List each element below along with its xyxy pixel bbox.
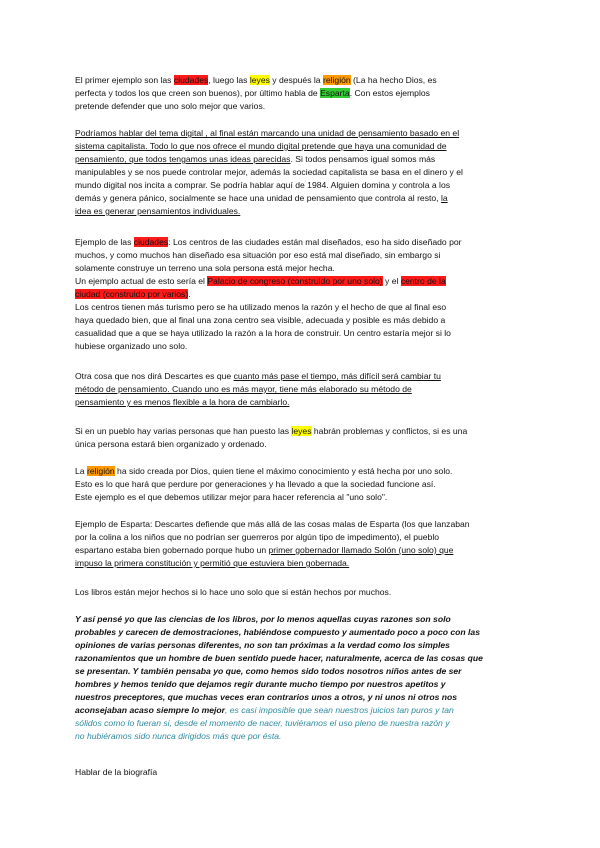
text-line bbox=[75, 626, 530, 639]
text-run: ha sido creada por Dios, quien tiene el máximo conocimiento y está hecha por uno solo. bbox=[114, 466, 453, 476]
paragraph-ciudades bbox=[75, 236, 530, 353]
text-line: hubiese organizado uno solo. bbox=[75, 341, 188, 351]
text-run: . bbox=[188, 289, 191, 299]
text-line: haya quedado bien, que al final una zona centro sea visible, adecuada y posible es más debido a bbox=[75, 315, 446, 325]
bold-text: , acerca de las cosas que bbox=[379, 653, 483, 663]
text-line: única persona estará bien organizado y ordenado. bbox=[75, 439, 267, 449]
text-line: pensamiento y es menos flexible a la hora de cambiarlo. bbox=[75, 397, 290, 407]
text-line: Los libros están mejor hechos si lo hace uno solo que si están hechos por muchos. bbox=[75, 587, 392, 597]
text-line bbox=[75, 730, 530, 743]
highlight-religion: religión bbox=[86, 466, 115, 476]
text-run: demás y genera pánico, socialmente se hace una unidad de pensamiento que controla al resto, bbox=[75, 193, 441, 203]
text-line: pretende defender que uno solo mejor que varios. bbox=[75, 101, 266, 111]
highlight-centro: centro de la bbox=[400, 276, 446, 286]
text-line bbox=[75, 288, 530, 301]
bold-text: opiniones de varias personas diferentes, no son tan próximas a la verdad como los simples bbox=[75, 640, 450, 650]
text-run: y después la bbox=[269, 75, 323, 85]
text-run: Otra cosa que nos dirá Descartes es que bbox=[75, 371, 234, 381]
text-run: y el bbox=[382, 276, 401, 286]
text-line: Los centros tienen más turismo pero se ha utilizado menos la razón y el hecho de que al final eso bbox=[75, 302, 447, 312]
text-line: Ejemplo de Esparta: Descartes defiende que más allá de las cosas malas de Esparta (los que lanzaban bbox=[75, 519, 470, 529]
text-line: Esto es lo que hará que perdure por generaciones y ha llevado a que la sociedad funcione así. bbox=[75, 479, 436, 489]
highlight-palacio: Palacio de congreso (construido por uno solo) bbox=[207, 276, 383, 286]
text-line: sólidos como lo fueran si, desde el momento de nacer, tuviéramos el uso pleno de nuestra razón y bbox=[75, 718, 450, 728]
text-line: por la colina a los niños que no podrían ser guerreros por algún tipo de impedimento), el pueblo bbox=[75, 532, 440, 542]
paragraph-esparta bbox=[75, 518, 530, 570]
text-line bbox=[75, 87, 530, 100]
text-run: La bbox=[75, 466, 87, 476]
text-line: solamente construye un terreno una sola persona está mejor hecha. bbox=[75, 263, 335, 273]
underlined-text: pensamiento, que todos tengamos unas ideas parecidas bbox=[75, 154, 291, 164]
text-line bbox=[75, 236, 530, 249]
text-run: Ejemplo de las bbox=[75, 237, 134, 247]
text-line bbox=[75, 704, 530, 717]
text-line bbox=[75, 74, 530, 87]
text-run: habrán problemas y conflictos, si es una bbox=[311, 426, 468, 436]
bold-text: naturalmente bbox=[325, 653, 380, 663]
text-line: idea es generar pensamientos individuales. bbox=[75, 206, 241, 216]
text-run: Si en un pueblo hay varias personas que han puesto las bbox=[75, 426, 292, 436]
text-run: , luego las bbox=[208, 75, 250, 85]
bold-text: hombres y hemos tenido que dejamos regir durante mucho tiempo por nuestros apetitos y bbox=[75, 679, 446, 689]
text-run: espartano estaba bien gobernado porque hubo un bbox=[75, 545, 269, 555]
text-line: mundo digital nos incita a comprar. Se podría hablar aquí de 1984. Alguien domina y controla a los bbox=[75, 180, 451, 190]
bold-text: razonamientos que un hombre de buen sentido puede hacer, bbox=[75, 653, 326, 663]
text-run: no hubiéramos sido nunca dirigidos más que por ésta bbox=[75, 731, 279, 741]
text-line bbox=[75, 678, 530, 691]
text-run: El primer ejemplo son las bbox=[75, 75, 174, 85]
text-line: sistema capitalista. Todo lo que nos ofrece el mundo digital pretende que haya una comunidad de bbox=[75, 141, 447, 151]
text-line: Podríamos hablar del tema digital , al final están marcando una unidad de pensamiento basado en el bbox=[75, 128, 460, 138]
highlight-leyes: leyes bbox=[249, 75, 270, 85]
paragraph-libros bbox=[75, 586, 530, 599]
text-line bbox=[75, 613, 530, 626]
text-line: método de pensamiento. Cuando uno es más mayor, tiene más elaborado su método de bbox=[75, 384, 412, 394]
text-line bbox=[75, 425, 530, 438]
text-line: muchos, y como muchos han diseñado esa situación por eso está mal diseñado, sin embargo si bbox=[75, 250, 441, 260]
paragraph-religion bbox=[75, 465, 530, 504]
bold-text: Y bbox=[75, 614, 81, 624]
text-line bbox=[75, 691, 530, 704]
paragraph-leyes bbox=[75, 425, 530, 451]
underlined-text: la bbox=[440, 193, 448, 203]
descartes-quote bbox=[75, 613, 530, 743]
text-line bbox=[75, 639, 530, 652]
text-line: impuso la primera constitución y permitió que estuviera bien gobernada. bbox=[75, 558, 350, 568]
text-run: . Si todos pensamos igual somos más bbox=[290, 154, 436, 164]
paragraph-biografia bbox=[75, 766, 530, 779]
highlight-centro: ciudad (construido por varios) bbox=[75, 289, 189, 299]
text-line: Este ejemplo es el que debemos utilizar mejor para hacer referencia al "uno solo". bbox=[75, 492, 388, 502]
highlight-ciudades: ciudades bbox=[133, 237, 169, 247]
text-run: Un ejemplo actual de esto sería el bbox=[75, 276, 208, 286]
text-run: : Los centros de las ciudades están mal diseñados, eso ha sido diseñado por bbox=[168, 237, 462, 247]
bold-text: así pensé yo que las ciencias de los libros, por lo menos aquellas cuyas razones son solo bbox=[80, 614, 451, 624]
text-run: (La ha hecho Dios, es bbox=[350, 75, 437, 85]
text-line bbox=[75, 544, 530, 557]
highlight-ciudades: ciudades bbox=[173, 75, 209, 85]
paragraph-digital bbox=[75, 127, 530, 218]
bold-text: nuestros preceptores, que muchas veces eran contrarios unos a otros, y ni unos ni otros nos bbox=[75, 692, 458, 702]
text-run: . bbox=[278, 731, 282, 741]
text-line bbox=[75, 275, 530, 288]
text-line bbox=[75, 192, 530, 205]
text-line bbox=[75, 665, 530, 678]
bold-text: aconsejaban acaso siempre lo mejor bbox=[75, 705, 225, 715]
paragraph-tiempo bbox=[75, 370, 530, 409]
text-run: perfecta y todos los que creen son buenos), por último habla de bbox=[75, 88, 321, 98]
text-line bbox=[75, 465, 530, 478]
text-line: Hablar de la biografía bbox=[75, 767, 158, 777]
underlined-text: cuanto más pase el tiempo, más difícil será cambiar tu bbox=[233, 371, 441, 381]
bold-text: se presentan bbox=[75, 666, 129, 676]
text-run: , es casi imposible que sean nuestros juicios tan puros y tan bbox=[224, 705, 454, 715]
highlight-leyes: leyes bbox=[291, 426, 312, 436]
underlined-text: primer gobernador llamado Solón (uno solo) que bbox=[268, 545, 454, 555]
text-line: casualidad que a que se haya utilizado la razón a la hora de construir. Un centro estaría mejor si lo bbox=[75, 328, 451, 338]
paragraph-intro bbox=[75, 74, 530, 113]
highlight-religion: religión bbox=[322, 75, 351, 85]
bold-text: probables y carecen de demostraciones, habiéndose compuesto y aumentado poco a poco con las bbox=[75, 627, 480, 637]
text-line bbox=[75, 153, 530, 166]
bold-text: . Y también pensaba yo que, como hemos sido todos nosotros niños antes de ser bbox=[128, 666, 462, 676]
text-line bbox=[75, 370, 530, 383]
text-line: manipulables y se nos puede controlar mejor, además la sociedad capitalista se basa en el dinero y el bbox=[75, 167, 463, 177]
text-run: . Con estos ejemplos bbox=[349, 88, 430, 98]
text-line bbox=[75, 652, 530, 665]
highlight-esparta: Esparta bbox=[320, 88, 350, 98]
